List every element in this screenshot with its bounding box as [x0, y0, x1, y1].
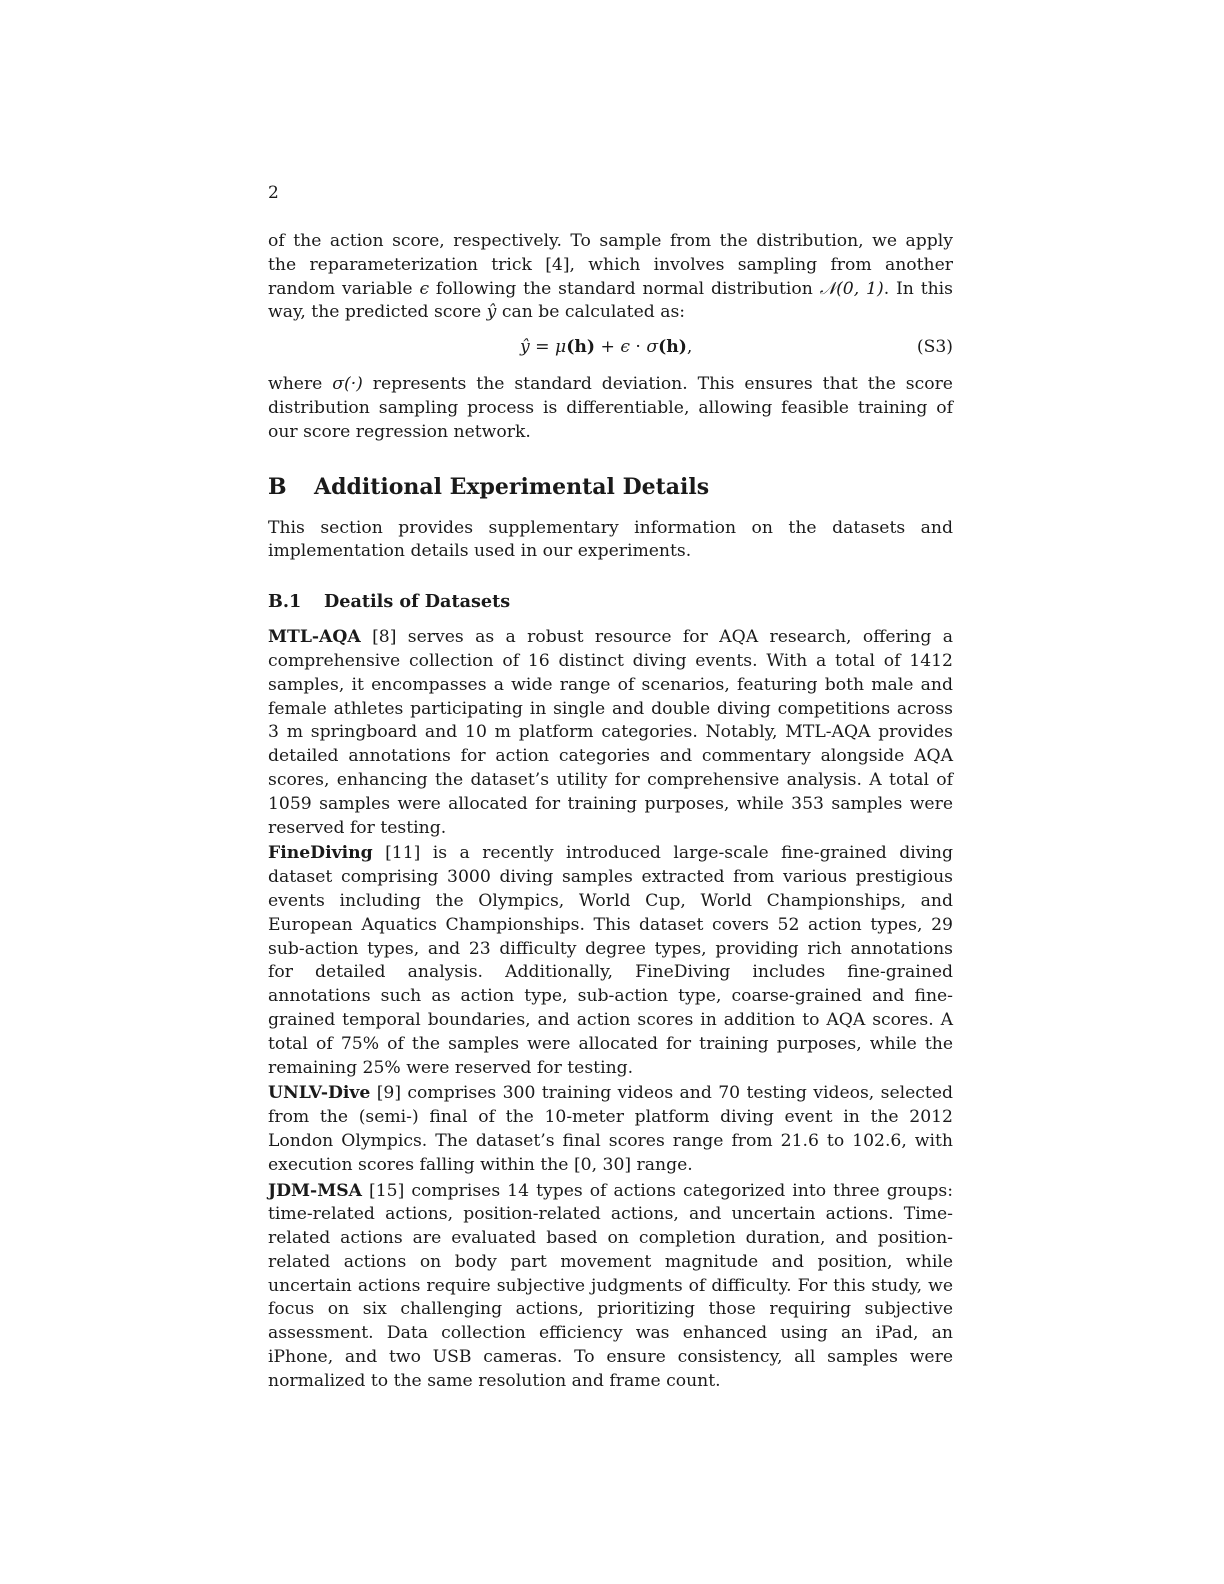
equation-epsilon: ϵ — [620, 337, 630, 358]
section-number: B — [268, 473, 287, 500]
intro-text-4: can be calculated as: — [496, 302, 686, 323]
equation-equals: = — [529, 337, 556, 358]
dataset-description: [15] comprises 14 types of actions categorized into three groups: time-related actions, position-related actions, and uncertain actions. Time-related actions are evaluated based on completion duration, and position-related actions on body part movement magnitude and position, while uncertain actions require subjective judgments of difficulty. For this study, we focus on six challenging actions, prioritizing those requiring subjective assessment. Data collection efficiency was enhanced using an iPad, an iPhone, and two USB cameras. To ensure consistency, all samples were normalized to the same resolution and frame count. — [268, 1180, 953, 1391]
equation-h-2: (h) — [658, 337, 687, 358]
equation-s3 — [268, 325, 953, 373]
normal-distribution-symbol: 𝒩(0, 1) — [819, 278, 884, 299]
dataset-paragraph-jdm-msa — [268, 1180, 953, 1394]
dataset-name: MTL-AQA — [268, 627, 361, 648]
dataset-paragraph-mtl-aqa — [268, 626, 953, 840]
page-number: 2 — [268, 183, 279, 203]
intro-text-1: of the action score, respectively. To sample from the distribution, we apply the reparameterization trick [4], which involves sampling from another random variable — [268, 231, 953, 299]
dataset-name: JDM-MSA — [268, 1180, 362, 1201]
intro-text-3: . In this way, the predicted score — [268, 278, 953, 323]
dataset-description: [8] serves as a robust resource for AQA research, offering a comprehensive collection of 16 distinct diving events. With a total of 1412 samples, it encompasses a wide range of scenarios, featuring both male and female athletes participating in single and double diving competitions across 3 m springboard and 10 m platform categories. Notably, MTL-AQA provides detailed annotations for action categories and commentary alongside AQA scores, enhancing the dataset’s utility for comprehensive analysis. A total of 1059 samples were allocated for training purposes, while 353 samples were reserved for testing. — [268, 627, 953, 838]
dataset-paragraph-finediving — [268, 842, 953, 1080]
y-hat-symbol: ŷ — [486, 302, 497, 323]
subsection-heading-b1 — [268, 590, 953, 614]
equation-comma: , — [686, 337, 693, 358]
equation-lhs: ŷ — [520, 337, 530, 358]
intro-text-2: following the standard normal distribution — [429, 278, 820, 299]
after-equation-text-1: where — [268, 374, 333, 395]
equation-mu: μ — [555, 337, 567, 358]
section-heading-b — [268, 473, 953, 501]
page-content — [268, 230, 953, 1394]
dataset-description: [11] is a recently introduced large-scale fine-grained diving dataset comprising 3000 diving samples extracted from various prestigious events including the Olympics, World Cup, World Championships, and European Aquatics Championships. This dataset covers 52 action types, 29 sub-action types, and 23 difficulty degree types, providing rich annotations for detailed analysis. Additionally, FineDiving includes fine-grained annotations such as action type, sub-action type, coarse-grained and fine-grained temporal boundaries, and action scores in addition to AQA scores. A total of 75% of the samples were allocated for training purposes, while the remaining 25% were reserved for testing. — [268, 843, 953, 1078]
dataset-name: FineDiving — [268, 843, 373, 864]
equation-plus: + — [594, 337, 621, 358]
equation-body — [520, 335, 692, 359]
section-title: Additional Experimental Details — [314, 473, 710, 500]
after-equation-paragraph — [268, 373, 953, 444]
after-equation-text-2: represents the standard deviation. This ensures that the score distribution sampling process is differentiable, allowing feasible training of our score regression network. — [268, 374, 953, 442]
equation-h-1: (h) — [566, 337, 595, 358]
dataset-description: [9] comprises 300 training videos and 70 testing videos, selected from the (semi-) final of the 10-meter platform diving event in the 2012 London Olympics. The dataset’s final scores range from 21.6 to 102.6, with execution scores falling within the [0, 30] range. — [268, 1083, 953, 1175]
equation-dot: · — [629, 337, 647, 358]
subsection-title: Deatils of Datasets — [324, 591, 511, 613]
equation-sigma: σ — [646, 337, 659, 358]
dataset-name: UNLV-Dive — [268, 1083, 371, 1104]
intro-paragraph — [268, 230, 953, 325]
subsection-number: B.1 — [268, 591, 302, 613]
epsilon-symbol: ϵ — [419, 278, 430, 299]
section-intro-paragraph: This section provides supplementary information on the datasets and implementation details used in our experiments. — [268, 517, 953, 562]
dataset-paragraph-unlv-dive — [268, 1082, 953, 1177]
equation-number: (S3) — [916, 337, 953, 358]
sigma-function-symbol: σ(·) — [332, 374, 363, 395]
